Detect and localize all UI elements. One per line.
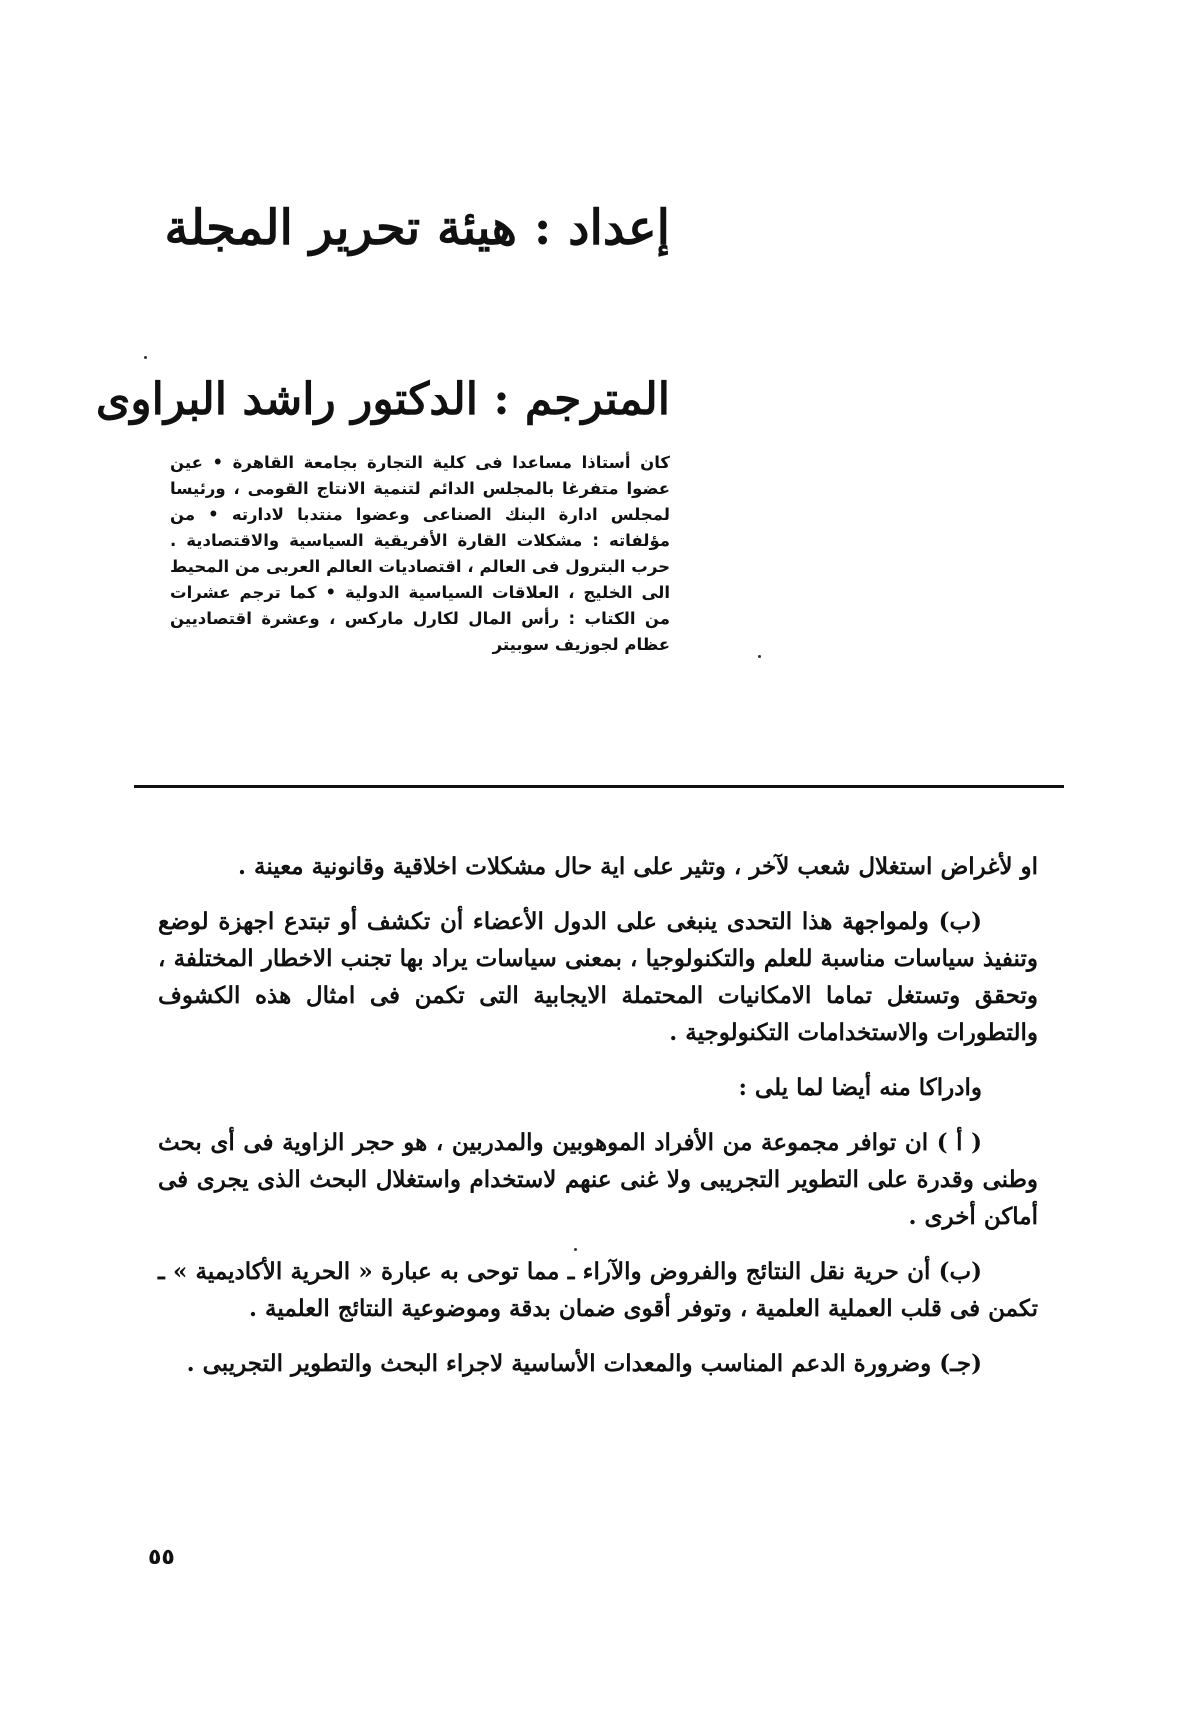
body-paragraph: وادراكا منه أيضا لما يلى : [738, 1074, 982, 1101]
body-paragraph: (جـ) وضرورة الدعم المناسب والمعدات الأساسية لاجراء البحث والتطوير التجريبى . [186, 1350, 982, 1377]
scan-speck [574, 1248, 577, 1251]
body-paragraph: (ب) أن حرية نقل النتائج والفروض والآراء ـ مما توحى به عبارة « الحرية الأكاديمية » ـ تكمن فى قلب العملية العلمية ، وتوفر أقوى ضمان بدقة وموضوعية النتائج العلمية . [158, 1258, 1038, 1322]
prepared-by-heading: إعداد : هيئة تحرير المجلة [164, 200, 670, 256]
page-number: ٥٥ [148, 1545, 175, 1570]
body-paragraph: او لأغراض استغلال شعب لآخر ، وتثير على اية حال مشكلات اخلاقية وقانونية معينة . [237, 853, 1038, 880]
section-divider [134, 785, 1064, 788]
scan-speck [144, 356, 147, 359]
body-paragraph: (ب) ولمواجهة هذا التحدى ينبغى على الدول الأعضاء أن تكشف أو تبتدع اجهزة لوضع وتنفيذ سياسات مناسبة للعلم والتكنولوجيا ، بمعنى سياسات يراد بها تجنب الاخطار المختلفة ، وتحقق وتستغل تماما الامكانيات المحتملة الايجابية التى تكمن فى امثال هذه الكشوف والتطورات والاستخدامات التكنولوجية . [158, 908, 1038, 1046]
body-paragraph: ( أ ) ان توافر مجموعة من الأفراد الموهوبين والمدربين ، هو حجر الزاوية فى أى بحث وطنى وقدرة على التطوير التجريبى ولا غنى عنهم لاستخدام واستغلال البحث الذى يجرى فى أماكن أخرى . [158, 1129, 1038, 1230]
body-text [158, 848, 1038, 1400]
scan-speck [758, 655, 761, 658]
translator-bio: كان أستاذا مساعدا فى كلية التجارة بجامعة القاهرة • عين عضوا متفرغا بالمجلس الدائم لتنمية الانتاج القومى ، ورئيسا لمجلس ادارة البنك الصناعى وعضوا منتدبا لادارته • من مؤلفاته : مشكلات القارة الأفريقية السياسية والاقتصادية . حرب البترول فى العالم ، اقتصاديات العالم العربى من المحيط الى الخليج ، العلاقات السياسية الدولية • كما ترجم عشرات من الكتاب : رأس المال لكارل ماركس ، وعشرة اقتصاديين عظام لجوزيف سوبيتر [170, 453, 670, 654]
translator-heading: المترجم : الدكتور راشد البراوى [95, 374, 670, 425]
